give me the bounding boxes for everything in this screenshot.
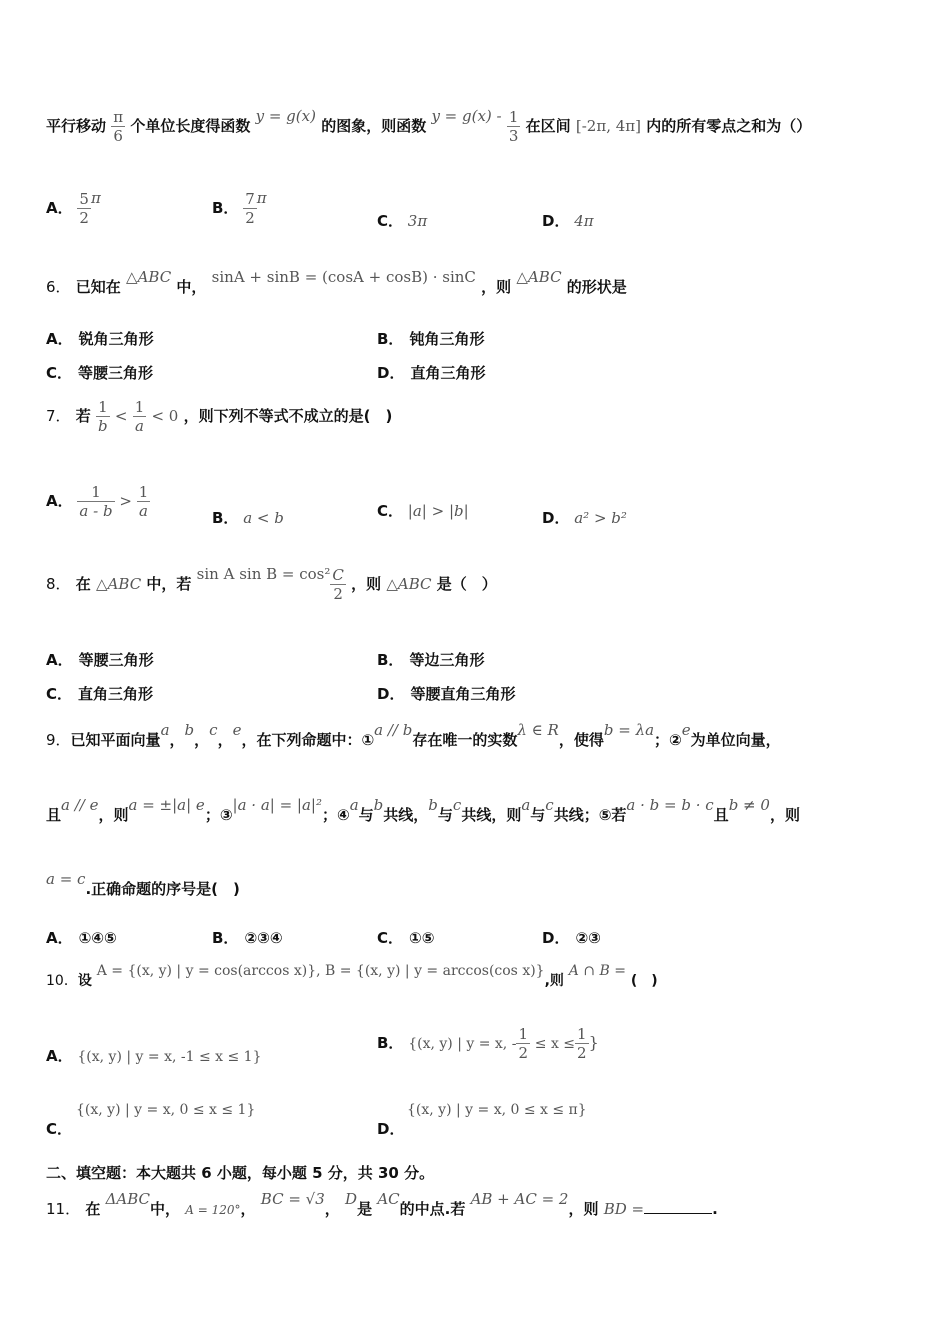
q11-answer-blank[interactable] <box>644 1199 712 1214</box>
q10-math-intersection: A ∩ B = <box>568 963 627 979</box>
q8-stem <box>46 566 497 603</box>
q10-ob-f1num: 1 <box>518 1025 528 1043</box>
q11-stem <box>46 1190 718 1219</box>
q6-od-label: D． <box>377 364 405 382</box>
q8-oa-text: 等腰三角形 <box>78 651 154 669</box>
q7-oa-f1den: a - b <box>79 502 113 520</box>
q5-fraction-1-3 <box>507 108 521 145</box>
q9-option-b[interactable] <box>212 927 283 948</box>
q7-ob-math: a < b <box>243 509 284 527</box>
q5-text-2: 个单位长度得函数 <box>130 117 251 135</box>
q9-number: 9． <box>46 731 71 749</box>
q7-od-label: D． <box>542 509 570 527</box>
q10-ob-post: } <box>588 1033 599 1052</box>
q5-option-b-label: B． <box>212 199 239 217</box>
q9-l1-math-11: λ ∈ R <box>517 721 559 739</box>
q9-l2-math-7: a <box>349 796 359 814</box>
q9-l2-math-17: c <box>545 796 554 814</box>
q9-l1-text-0: 已知平面向量 <box>70 731 161 749</box>
q7-f1-num: 1 <box>96 398 110 417</box>
q5-stem <box>46 108 811 145</box>
q10-math-sets: A = {(x, y) | y = cos(arccos x)}, B = {(x, y) | y = arccos(cos x)} <box>96 963 545 979</box>
q8-number: 8． <box>46 575 71 593</box>
q5-text-3: 的图象，则函数 <box>321 117 427 135</box>
q8-frac-den: 2 <box>333 585 343 603</box>
q10-oc-math: {(x, y) | y = x, 0 ≤ x ≤ 1} <box>76 1102 256 1118</box>
q10-ob-frac2 <box>575 1025 589 1062</box>
q9-stem-line-3 <box>46 870 240 899</box>
q5-text-4: 在区间 <box>525 117 571 135</box>
q9-l1-math-1: a <box>160 721 170 739</box>
q10-option-b[interactable] <box>377 1025 599 1062</box>
q7-option-a[interactable] <box>46 483 150 520</box>
q5-oa-num: 5 <box>79 190 89 208</box>
q5-frac2-den: 3 <box>508 127 519 145</box>
q11-math-triangle: ΔABC <box>105 1190 151 1208</box>
q9-od-text: ②③ <box>575 929 601 947</box>
q9-l2-math-11: b <box>428 796 438 814</box>
q5-text-1: 平行移动 <box>46 117 107 135</box>
q7-option-c[interactable] <box>377 500 469 521</box>
q6-text-2: 中， <box>176 278 207 296</box>
q7-od-math: a² > b² <box>574 509 627 527</box>
q10-text-1: 设 <box>77 973 92 989</box>
q5-option-b[interactable] <box>212 190 267 227</box>
q5-math-func: y = g(x) - <box>431 107 502 125</box>
q9-l1-math-7: e <box>232 721 242 739</box>
q9-oc-text: ①⑤ <box>409 929 435 947</box>
q5-option-d-label: D． <box>542 212 570 230</box>
q8-oc-text: 直角三角形 <box>78 685 154 703</box>
q9-stem-line-1 <box>46 721 781 750</box>
q7-tail: < 0 <box>151 407 179 425</box>
q9-l1-text-10: 存在唯一的实数 <box>412 731 518 749</box>
q8-option-c[interactable] <box>46 683 153 704</box>
q9-math-ac: a = c <box>46 870 86 888</box>
q6-text-4: 的形状是 <box>566 278 627 296</box>
q7-oa-label: A． <box>46 492 73 510</box>
q11-number: 11． <box>46 1200 81 1218</box>
q8-option-d[interactable] <box>377 683 515 704</box>
q7-option-b[interactable] <box>212 507 284 528</box>
q9-option-d[interactable] <box>542 927 601 948</box>
section-2-heading: 二、填空题：本大题共 6 小题，每小题 5 分，共 30 分。 <box>46 1164 435 1182</box>
q11-text-8: . <box>712 1200 718 1218</box>
q7-oa-f2num: 1 <box>138 483 149 501</box>
q9-l1-math-3: b <box>184 721 195 739</box>
q10-oa-math: {(x, y) | y = x, -1 ≤ x ≤ 1} <box>77 1049 262 1065</box>
q10-ob-f1den: 2 <box>518 1044 528 1062</box>
q6-number: 6． <box>46 278 71 296</box>
q9-l2-text-2: ，则 <box>98 806 129 824</box>
q9-line-1-content <box>71 721 781 749</box>
q11-math-ac: AC <box>377 1190 400 1208</box>
q11-text-7: ，则 <box>568 1200 599 1218</box>
q5-oc-math: 3π <box>407 212 428 230</box>
q6-stem <box>46 268 627 297</box>
q11-text-5: 是 <box>357 1200 373 1218</box>
q9-l2-text-18: 共线；⑤若 <box>553 806 627 824</box>
q7-oa-f2den: a <box>138 502 148 520</box>
q10-number: 10． <box>46 973 78 989</box>
q9-l2-math-15: a <box>521 796 531 814</box>
q5-option-a[interactable] <box>46 190 101 227</box>
q10-ob-frac1 <box>516 1025 530 1062</box>
q8-math-triangle-2: △ABC <box>386 575 432 593</box>
q7-f1-den: b <box>98 417 108 435</box>
q7-option-d[interactable] <box>542 507 627 528</box>
q9-oa-label: A． <box>46 929 73 947</box>
q6-oc-text: 等腰三角形 <box>78 364 154 382</box>
q10-ob-pre: {(x, y) | y = x, - <box>408 1036 517 1052</box>
q9-line-2-content <box>46 796 800 824</box>
q7-text-1: 若 <box>75 407 91 425</box>
q9-od-label: D． <box>542 929 570 947</box>
q9-l1-math-15: e <box>681 721 691 739</box>
q7-frac-1a <box>133 398 147 435</box>
q9-l2-math-21: b ≠ 0 <box>728 796 770 814</box>
q8-option-b[interactable] <box>377 649 484 670</box>
q8-math-equation: sin A sin B = cos² <box>196 565 331 583</box>
q10-option-a[interactable] <box>46 1045 262 1066</box>
q7-frac-1b <box>96 398 110 435</box>
q9-l2-text-4: ；③ <box>204 806 233 824</box>
q5-frac1-num: π <box>113 108 124 126</box>
q7-lt: < <box>114 407 128 425</box>
q7-oa-f1num: 1 <box>77 483 114 502</box>
q7-stem <box>46 398 392 435</box>
q9-l2-text-6: ；④ <box>321 806 350 824</box>
q10-text-2: ,则 <box>544 973 564 989</box>
q6-math-triangle: △ABC <box>126 268 172 286</box>
q7-oa-frac1 <box>77 483 114 520</box>
q10-oa-label: A． <box>46 1047 73 1065</box>
q6-od-text: 直角三角形 <box>410 364 486 382</box>
q9-oa-text: ①④⑤ <box>78 929 117 947</box>
q5-math-interval: [-2π, 4π] <box>575 117 642 135</box>
q8-ob-label: B． <box>377 651 404 669</box>
q5-text-5: 内的所有零点之和为（） <box>646 117 812 135</box>
q11-text-3: ， <box>240 1200 256 1218</box>
q9-l1-text-12: ，使得 <box>558 731 604 749</box>
q10-stem <box>46 963 658 990</box>
q10-option-c[interactable] <box>46 1100 256 1139</box>
q9-option-c[interactable] <box>377 927 434 948</box>
q5-option-c[interactable] <box>377 210 427 231</box>
q7-number: 7． <box>46 407 71 425</box>
q8-text-1: 在 <box>75 575 91 593</box>
q11-text-2: 中， <box>150 1200 181 1218</box>
q5-ob-num: 7 <box>245 190 255 208</box>
q9-l2-text-10: 共线， <box>383 806 429 824</box>
q7-oa-op: > <box>119 492 132 510</box>
q11-math-bc: BC = √3 <box>260 1190 325 1208</box>
q11-math-bd: BD = <box>603 1200 645 1218</box>
q5-oa-den: 2 <box>79 209 89 227</box>
q9-l2-text-14: 共线，则 <box>461 806 522 824</box>
q5-fraction-pi-6 <box>111 108 125 145</box>
q6-math-equation: sinA + sinB = (cosA + cosB) · sinC <box>211 268 476 286</box>
q9-l1-math-9: a // b <box>374 721 413 739</box>
q8-option-a[interactable] <box>46 649 154 670</box>
q6-oa-text: 锐角三角形 <box>78 330 154 348</box>
q6-option-b[interactable] <box>377 328 484 349</box>
q9-l1-text-4: ， <box>194 731 210 749</box>
q9-l1-math-5: c <box>209 721 218 739</box>
q10-text-3: ( ) <box>630 973 658 989</box>
q5-option-b-frac <box>243 190 257 227</box>
q8-od-text: 等腰直角三角形 <box>410 685 516 703</box>
q8-text-4: 是（ ） <box>436 575 497 593</box>
q9-l2-math-5: |a · a| = |a|² <box>232 796 322 814</box>
q9-l2-math-3: a = ±|a| e <box>128 796 205 814</box>
q5-frac1-den: 6 <box>113 127 123 145</box>
q9-l2-text-16: 与 <box>530 806 546 824</box>
q11-text-1: 在 <box>85 1200 101 1218</box>
q9-l2-math-13: c <box>452 796 462 814</box>
q9-l1-text-2: ， <box>169 731 185 749</box>
q11-math-d: D <box>345 1190 358 1208</box>
q9-l2-text-20: 且 <box>713 806 729 824</box>
q6-option-d[interactable] <box>377 362 485 383</box>
q9-l2-math-1: a // e <box>61 796 99 814</box>
q7-oc-label: C． <box>377 502 404 520</box>
q6-option-a[interactable] <box>46 328 154 349</box>
q6-text-1: 已知在 <box>75 278 121 296</box>
q6-oc-label: C． <box>46 364 73 382</box>
q9-l2-math-19: a · b = b · c <box>626 796 714 814</box>
q10-option-d[interactable] <box>377 1100 587 1139</box>
q9-ob-text: ②③④ <box>244 929 283 947</box>
q8-oa-label: A． <box>46 651 73 669</box>
q9-oc-label: C． <box>377 929 404 947</box>
q9-l1-math-13: b = λa <box>603 721 655 739</box>
q6-option-c[interactable] <box>46 362 153 383</box>
q7-ob-label: B． <box>212 509 239 527</box>
q10-od-label: D． <box>377 1120 405 1138</box>
q10-ob-mid: ≤ x ≤ <box>534 1036 576 1052</box>
q9-l2-text-8: 与 <box>358 806 374 824</box>
q8-text-2: 中，若 <box>146 575 192 593</box>
q11-math-sum: AB + AC = 2 <box>470 1190 569 1208</box>
q8-frac-num: C <box>332 566 344 584</box>
q8-text-3: ，则 <box>351 575 382 593</box>
q9-l1-text-8: ，在下列命题中：① <box>241 731 375 749</box>
q7-f2-num: 1 <box>134 398 145 416</box>
q9-option-a[interactable] <box>46 927 117 948</box>
q9-l2-math-9: b <box>373 796 384 814</box>
q5-option-c-label: C． <box>377 212 404 230</box>
q5-oa-tail: π <box>90 189 101 207</box>
q9-question-text: .正确命题的序号是( ) <box>85 880 240 898</box>
q5-ob-den: 2 <box>245 209 255 227</box>
q6-oa-label: A． <box>46 330 73 348</box>
q10-od-math: {(x, y) | y = x, 0 ≤ x ≤ π} <box>407 1102 587 1118</box>
q9-l2-text-22: ，则 <box>769 806 800 824</box>
q9-l2-text-12: 与 <box>437 806 453 824</box>
q8-od-label: D． <box>377 685 405 703</box>
q5-option-d[interactable] <box>542 210 594 231</box>
q10-oc-label: C． <box>46 1120 73 1138</box>
q5-option-a-frac <box>77 190 91 227</box>
q9-stem-line-2 <box>46 796 800 825</box>
q11-text-4: ， <box>324 1200 340 1218</box>
q5-od-math: 4π <box>574 212 594 230</box>
q10-ob-label: B． <box>377 1034 404 1052</box>
q10-ob-f2den: 2 <box>577 1044 587 1062</box>
q8-ob-text: 等边三角形 <box>409 651 485 669</box>
q7-text-2: ，则下列不等式不成立的是( ) <box>183 407 393 425</box>
q5-math-gx: y = g(x) <box>255 107 316 125</box>
q9-l1-text-14: ；② <box>654 731 682 749</box>
q6-ob-label: B． <box>377 330 404 348</box>
q9-ob-label: B． <box>212 929 239 947</box>
q6-ob-text: 钝角三角形 <box>409 330 485 348</box>
q9-l1-text-6: ， <box>217 731 233 749</box>
q10-ob-f2num: 1 <box>577 1025 587 1043</box>
q11-math-angle: A = 120° <box>185 1203 241 1217</box>
q9-l1-text-16: 为单位向量， <box>690 731 781 749</box>
q8-math-triangle: △ABC <box>96 575 142 593</box>
q11-text-6: 的中点.若 <box>399 1200 466 1218</box>
q7-f2-den: a <box>134 417 144 435</box>
q5-frac2-num: 1 <box>508 108 519 126</box>
q9-l2-text-0: 且 <box>46 806 62 824</box>
q6-math-triangle-2: △ABC <box>516 268 562 286</box>
q5-option-a-label: A． <box>46 199 73 217</box>
q8-frac-c2 <box>330 566 345 603</box>
q7-oa-frac2 <box>137 483 151 520</box>
q6-text-3: ，则 <box>481 278 512 296</box>
q8-oc-label: C． <box>46 685 73 703</box>
q7-oc-math: |a| > |b| <box>407 502 469 520</box>
q5-ob-tail: π <box>256 189 267 207</box>
